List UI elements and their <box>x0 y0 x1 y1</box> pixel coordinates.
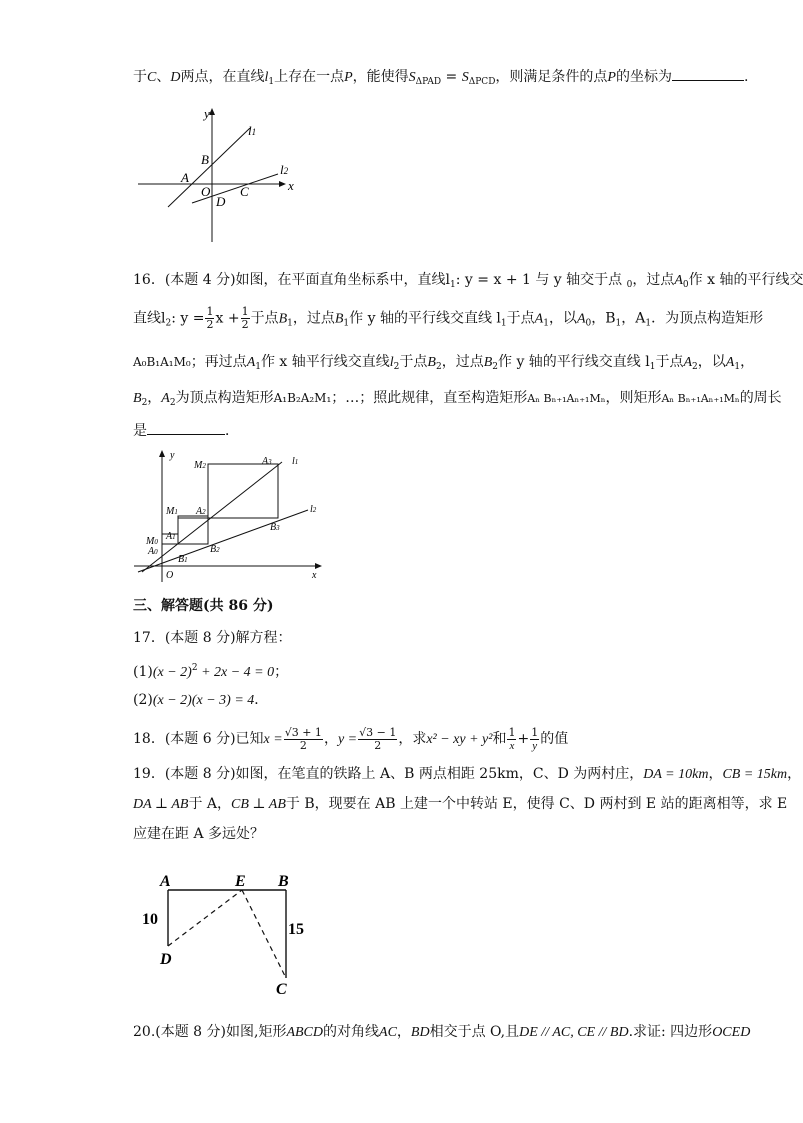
label-M2: M2 <box>194 460 206 471</box>
q17-part2: (2)(x − 2)(x − 3) = 4． <box>133 692 269 708</box>
label-l1: l1 <box>248 123 257 138</box>
label-D: D <box>160 951 172 968</box>
label-A0: A0 <box>148 546 158 557</box>
label-DA-length: 10 <box>142 911 158 928</box>
q16-line-2: 直线$l_2$: y = $\frac{1}{2}$ x + $\frac{1}{2}$ 于点$B_1$，过点$B_1$作 y 轴的平行线交直线 $l_1$于点$A_1$，以$A_0$，$B_1$，$A_1$．为顶点构造矩形 <box>133 305 764 331</box>
q19-line-3: 应建在距 A 多远处？ <box>133 826 265 842</box>
label-O: O <box>201 184 211 199</box>
label-A: A <box>160 873 171 890</box>
label-B3: B3 <box>270 522 280 533</box>
label-B1: B1 <box>178 554 188 565</box>
line-l1 <box>142 462 282 572</box>
q20-line: 20.(本题 8 分)如图,矩形ABCD的对角线AC，BD相交于点 O,且DE // AC, CE // BD.求证: 四边形OCED <box>133 1024 751 1040</box>
section-heading: 三、解答题(共 86 分) <box>133 598 274 614</box>
figure-railway <box>140 868 340 998</box>
figure-axes-lines <box>130 104 310 244</box>
label-M1: M1 <box>166 506 178 517</box>
rect-2 <box>208 464 278 518</box>
answer-blank[interactable] <box>672 66 744 81</box>
answer-blank[interactable] <box>147 420 225 435</box>
label-C: C <box>240 184 249 199</box>
label-y: y <box>170 450 175 461</box>
label-l2: l2 <box>310 504 317 515</box>
label-O: O <box>166 570 174 581</box>
label-x: x <box>312 570 317 581</box>
label-A3: A3 <box>262 456 272 467</box>
label-E: E <box>235 873 246 890</box>
q16-line-1: 16．(本题 4 分)如图，在平面直角坐标系中，直线$l_1$: y = x + 1 与 y 轴交于点 $_0$，过点$A_0$作 x 轴的平行线交 <box>133 272 803 290</box>
label-A: A <box>181 170 189 185</box>
segment-EC <box>242 890 286 978</box>
q16-line-4: $B_2$，$A_2$为顶点构造矩形A₁B₂A₂M₁；…；照此规律，直至构造矩形Aₙ Bₙ₊₁Aₙ₊₁Mₙ，则矩形Aₙ Bₙ₊₁Aₙ₊₁Mₙ的周长 <box>133 390 782 408</box>
label-l1: l1 <box>292 456 299 467</box>
label-CB-length: 15 <box>288 921 304 938</box>
q18-line: 18．(本题 6 分)已知x = $\frac{√3 + 1}{2}$ ，y = $\frac{√3 - 1}{2}$ ，求x² − xy + y²和 $\frac{1}{x}$ + $\frac{1}{y}$ 的值 <box>133 725 569 752</box>
label-D: D <box>216 194 226 209</box>
figure-staircase-rectangles <box>132 448 332 584</box>
label-y: y <box>204 106 210 121</box>
q19-line-2: DA ⊥ AB于 A，CB ⊥ AB于 B，现要在 AB 上建一个中转站 E，使得 C、D 两村到 E 站的距离相等，求 E <box>133 796 788 812</box>
q15-line: 于C、D两点，在直线$l_1$上存在一点P，能使得$S_{\Delta PAD} = S_{\Delta PCD}$，则满足条件的点P的坐标为 . <box>133 66 748 92</box>
q17-part1: $(1)(x - 2)^2 + 2x - 4 = 0$； <box>133 663 289 680</box>
label-M0: M0 <box>146 536 158 547</box>
label-x: x <box>288 178 294 193</box>
label-A1: A1 <box>166 531 176 542</box>
q19-line-1: 19．(本题 8 分)如图，在笔直的铁路上 A、B 两点相距 25km，C、D 为两村庄，DA = 10km，CB = 15km， <box>133 766 802 782</box>
label-B: B <box>278 873 289 890</box>
label-A2: A2 <box>196 506 206 517</box>
label-B2: B2 <box>210 544 220 555</box>
label-l2: l2 <box>280 162 289 177</box>
q17-head: 17．(本题 8 分)解方程： <box>133 630 292 646</box>
label-C: C <box>276 981 287 998</box>
q16-line-3: A₀B₁A₁M₀；再过点$A_1$作 x 轴平行线交直线$l_2$于点$B_2$，过点$B_2$作 y 轴的平行线交直线 $l_1$于点$A_2$，以$A_1$， <box>133 354 755 372</box>
q16-line-5: 是 ． <box>133 420 239 441</box>
line-l2 <box>138 510 308 572</box>
label-B: B <box>201 152 209 167</box>
segment-DE <box>168 890 242 946</box>
